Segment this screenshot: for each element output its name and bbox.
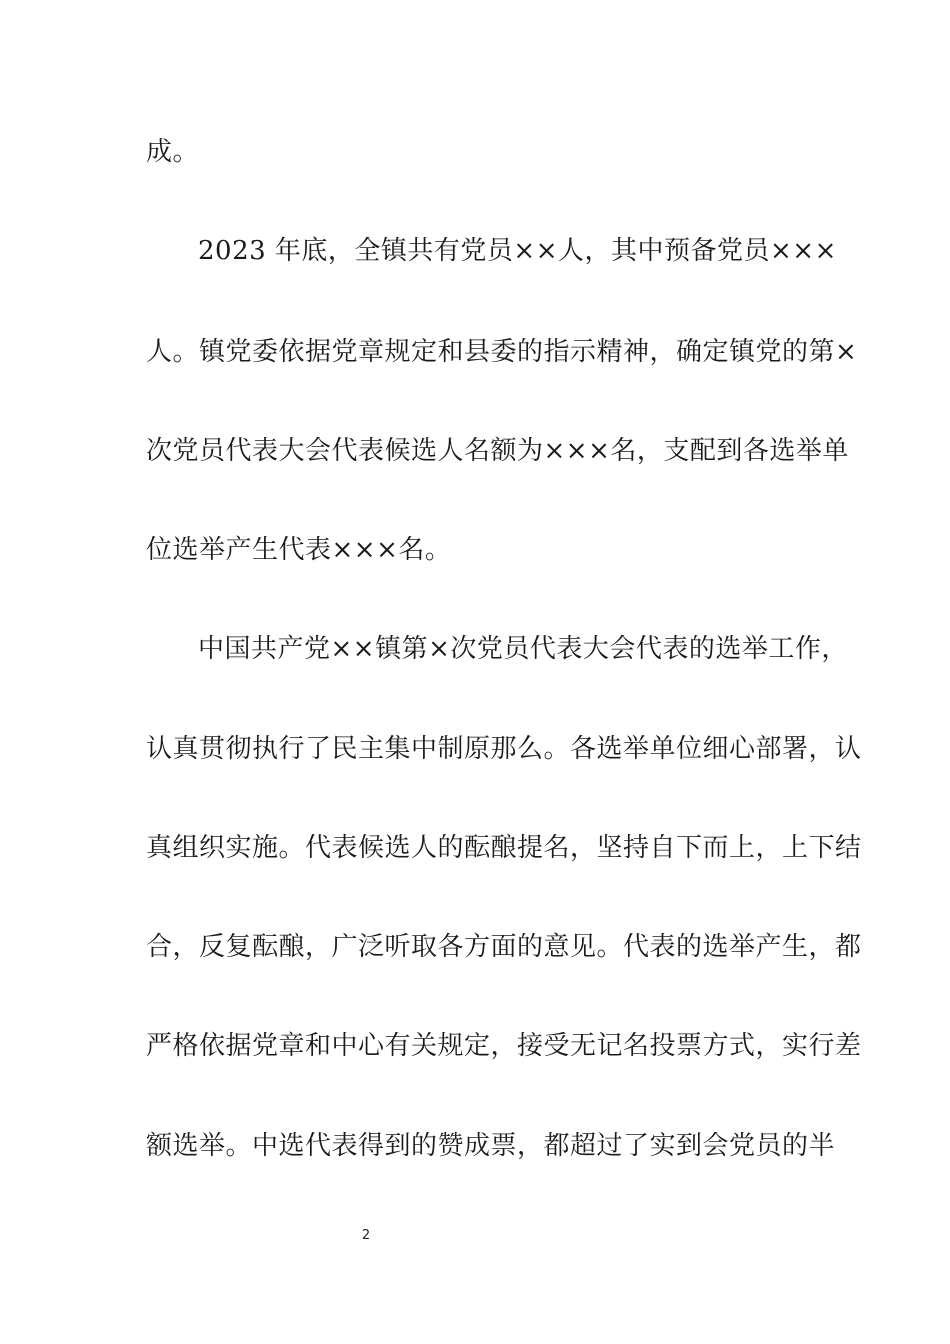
text-line: 合，反复酝酿，广泛听取各方面的意见。代表的选举产生，都 — [146, 932, 862, 962]
text-line: 次党员代表大会代表候选人名额为×××名，支配到各选举单 — [146, 436, 849, 466]
text-line: 2023 年底，全镇共有党员××人，其中预备党员××× — [198, 236, 837, 266]
text-line: 额选举。中选代表得到的赞成票，都超过了实到会党员的半 — [146, 1131, 836, 1161]
page-number: 2 — [361, 1228, 371, 1243]
text-line: 位选举产生代表×××名。 — [146, 535, 452, 565]
text-line: 成。 — [146, 137, 200, 167]
text-line: 严格依据党章和中心有关规定，接受无记名投票方式，实行差 — [146, 1031, 862, 1061]
text-line: 人。镇党委依据党章规定和县委的指示精神，确定镇党的第× — [146, 337, 858, 367]
text-line: 认真贯彻执行了民主集中制原那么。各选举单位细心部署，认 — [146, 734, 862, 764]
text-line: 中国共产党××镇第×次党员代表大会代表的选举工作， — [198, 634, 848, 664]
text-line: 真组织实施。代表候选人的酝酿提名，坚持自下而上，上下结 — [146, 833, 862, 863]
